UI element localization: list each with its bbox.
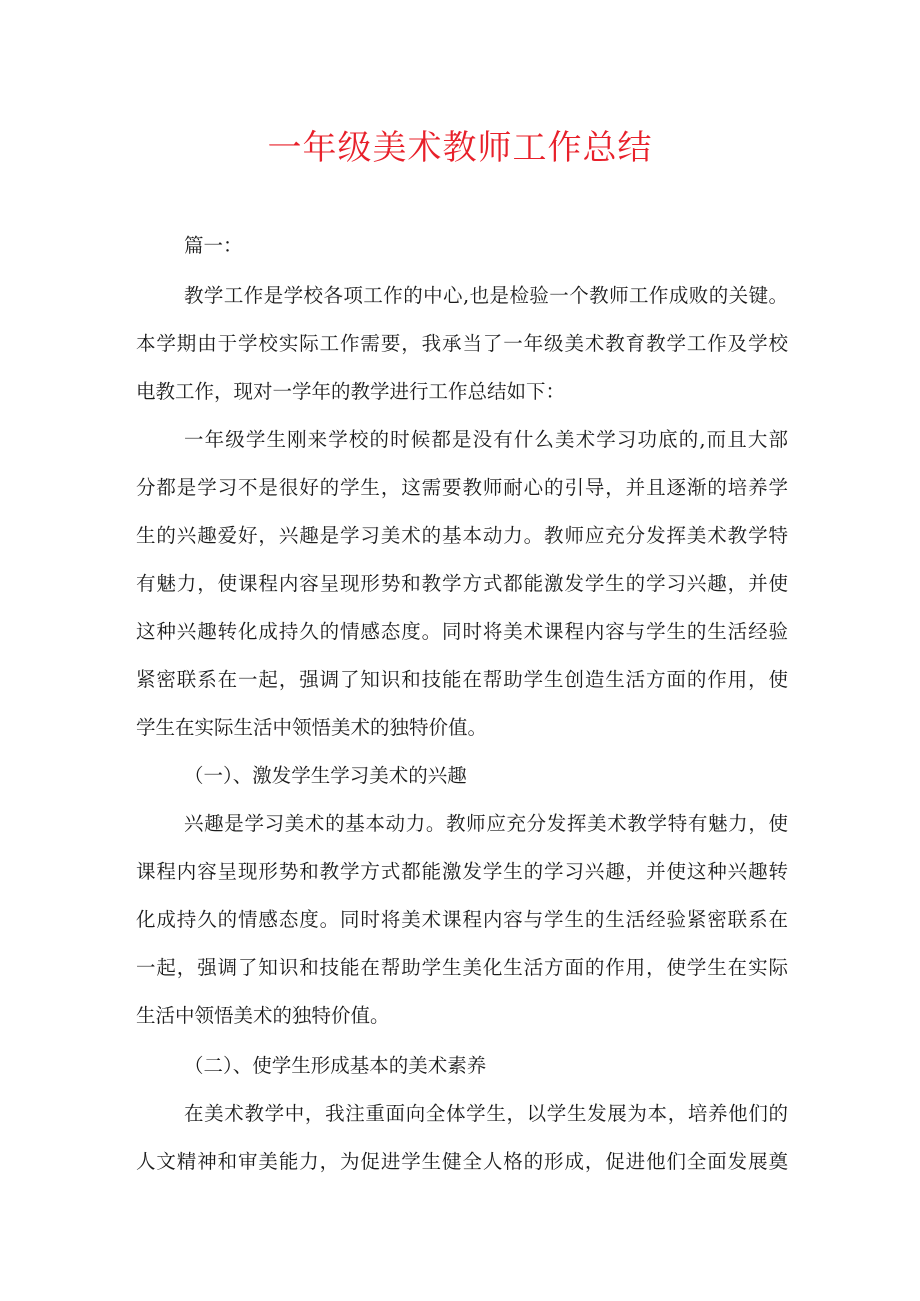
paragraph-line: 一起，强调了知识和技能在帮助学生美化生活方面的作用，使学生在实际 bbox=[136, 956, 788, 979]
paragraph-line: 教学工作是学校各项工作的中心,也是检验一个教师工作成败的关键。 bbox=[184, 284, 788, 307]
paragraph-line: 课程内容呈现形势和教学方式都能激发学生的学习兴趣，并使这种兴趣转 bbox=[136, 860, 788, 883]
paragraph-line: 学生在实际生活中领悟美术的独特价值。 bbox=[136, 716, 488, 739]
paragraph-line: 生活中领悟美术的独特价值。 bbox=[136, 1004, 390, 1027]
paragraph-line: 人文精神和审美能力，为促进学生健全人格的形成，促进他们全面发展奠 bbox=[136, 1150, 788, 1173]
paragraph-line: 化成持久的情感态度。同时将美术课程内容与学生的生活经验紧密联系在 bbox=[136, 908, 788, 931]
paragraph-line: 一年级学生刚来学校的时候都是没有什么美术学习功底的,而且大部 bbox=[184, 428, 788, 451]
paragraph-line: 紧密联系在一起，强调了知识和技能在帮助学生创造生活方面的作用，使 bbox=[136, 668, 788, 691]
section-heading-2: （二）、使学生形成基本的美术素养 bbox=[184, 1054, 487, 1077]
paragraph-line: 本学期由于学校实际工作需要，我承当了一年级美术教育教学工作及学校 bbox=[136, 332, 788, 355]
section-label: 篇一： bbox=[184, 234, 243, 257]
paragraph-line: 有魅力，使课程内容呈现形势和教学方式都能激发学生的学习兴趣，并使 bbox=[136, 572, 788, 595]
paragraph-line: 生的兴趣爱好，兴趣是学习美术的基本动力。教师应充分发挥美术教学特 bbox=[136, 524, 788, 547]
paragraph-line: 这种兴趣转化成持久的情感态度。同时将美术课程内容与学生的生活经验 bbox=[136, 620, 788, 643]
paragraph-line: 在美术教学中，我注重面向全体学生，以学生发展为本，培养他们的 bbox=[184, 1102, 788, 1125]
section-heading-1: （一）、激发学生学习美术的兴趣 bbox=[184, 764, 467, 787]
paragraph-line: 分都是学习不是很好的学生，这需要教师耐心的引导，并且逐渐的培养学 bbox=[136, 476, 788, 499]
document-title: 一年级美术教师工作总结 bbox=[267, 128, 653, 168]
paragraph-line: 兴趣是学习美术的基本动力。教师应充分发挥美术教学特有魅力，使 bbox=[184, 812, 788, 835]
paragraph-line: 电教工作，现对一学年的教学进行工作总结如下： bbox=[136, 380, 566, 403]
